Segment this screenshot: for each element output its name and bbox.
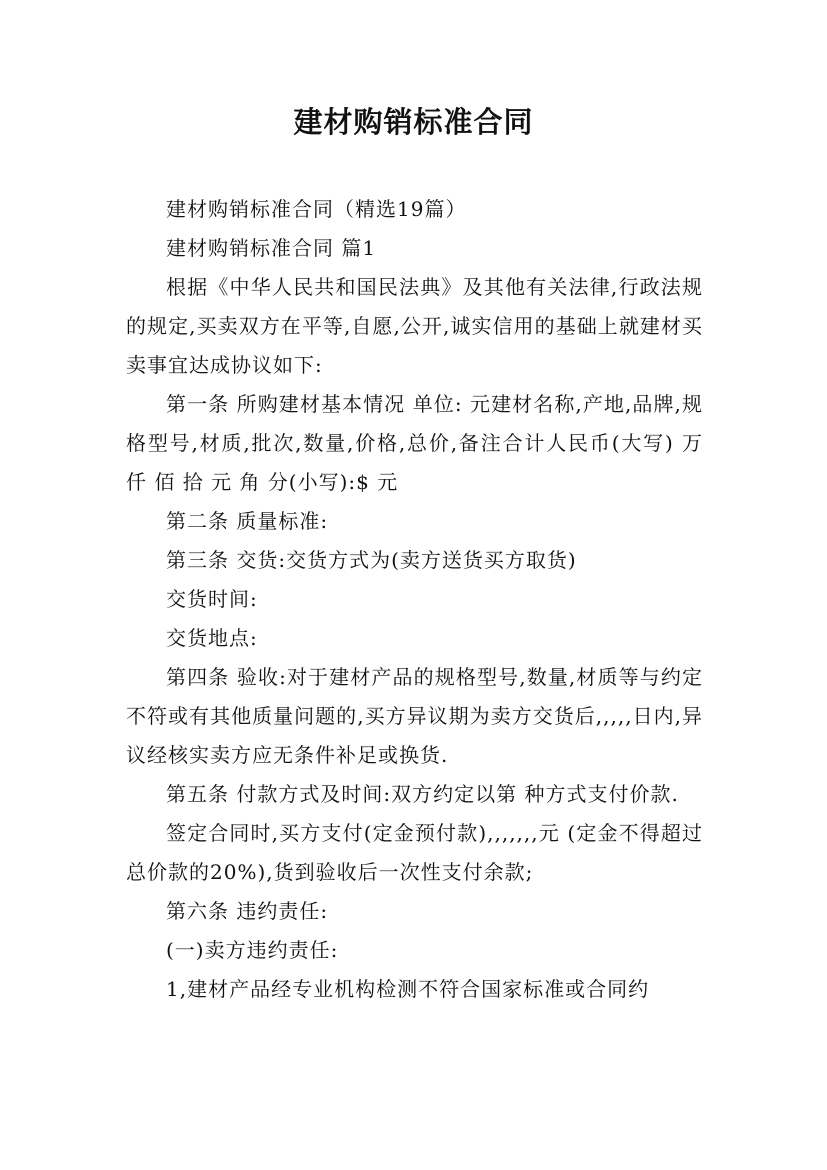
paragraph-article-5: 第五条 付款方式及时间:双方约定以第 种方式支付价款.: [166, 782, 679, 806]
paragraph-article-2: 第二条 质量标准:: [166, 509, 329, 533]
paragraph-article-1: 第一条 所购建材基本情况 单位: 元建材名称,产地,品牌,规格型号,材质,批次,数量,价格,总价,备注合计人民币(大写) 万 仟 佰 拾 元 角 分(小写):$ 元: [126, 392, 703, 494]
paragraph-subtitle: 建材购销标准合同（精选19篇）: [166, 197, 467, 221]
paragraph-article-6: 第六条 违约责任:: [166, 899, 329, 923]
paragraph-section-heading: 建材购销标准合同 篇1: [166, 236, 377, 260]
paragraph-article-3: 第三条 交货:交货方式为(卖方送货买方取货): [166, 548, 577, 572]
document-title: 建材购销标准合同: [293, 105, 534, 139]
paragraph-payment: 签定合同时,买方支付(定金预付款),,,,,,,元 (定金不得超过总价款的20%),货到验收后一次性支付余款;: [126, 821, 703, 884]
paragraph-preamble: 根据《中华人民共和国民法典》及其他有关法律,行政法规的规定,买卖双方在平等,自愿,公开,诚实信用的基础上就建材买卖事宜达成协议如下:: [126, 275, 703, 377]
paragraph-delivery-time: 交货时间:: [166, 587, 258, 611]
document-body: [126, 190, 703, 1009]
paragraph-article-4: 第四条 验收:对于建材产品的规格型号,数量,材质等与约定不符或有其他质量问题的,买方异议期为卖方交货后,,,,,日内,异议经核实卖方应无条件补足或换货.: [126, 665, 703, 767]
paragraph-delivery-place: 交货地点:: [166, 626, 258, 650]
paragraph-seller-liability: (一)卖方违约责任:: [166, 938, 339, 962]
paragraph-liability-item-1: 1,建材产品经专业机构检测不符合国家标准或合同约: [166, 977, 650, 1001]
